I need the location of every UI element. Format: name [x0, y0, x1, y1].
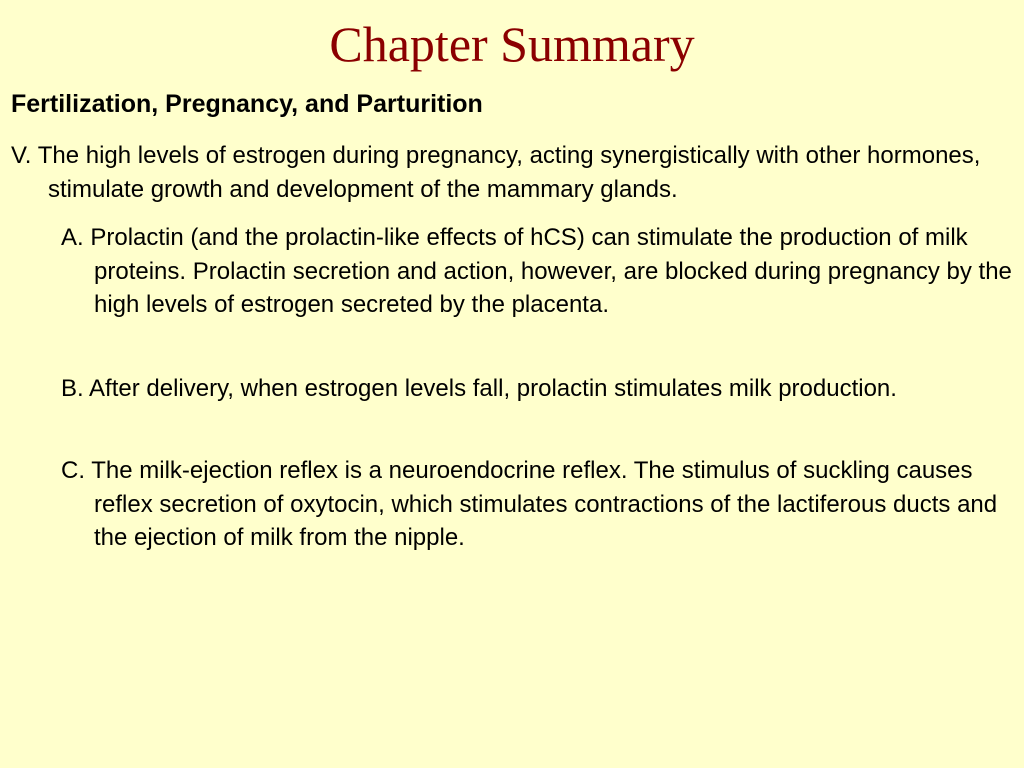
summary-subpoint-c: C. The milk-ejection reflex is a neuroendocrine reflex. The stimulus of suckling causes reflex secretion of oxytocin, which stimulates contractions of the lactiferous ducts and the ejection of milk from the nipple.: [61, 457, 998, 551]
summary-subpoint-a: A. Prolactin (and the prolactin-like effects of hCS) can stimulate the production of milk proteins. Prolactin secretion and action, however, are blocked during pregnancy by the high levels of estrogen secreted by the placenta.: [61, 224, 1012, 318]
summary-point-v: V. The high levels of estrogen during pregnancy, acting synergistically with other hormones, stimulate growth and development of the mammary glands.: [11, 142, 981, 203]
section-heading: Fertilization, Pregnancy, and Parturition: [11, 90, 483, 118]
summary-subpoint-b: B. After delivery, when estrogen levels fall, prolactin stimulates milk production.: [61, 375, 897, 402]
slide-title: Chapter Summary: [329, 16, 695, 72]
